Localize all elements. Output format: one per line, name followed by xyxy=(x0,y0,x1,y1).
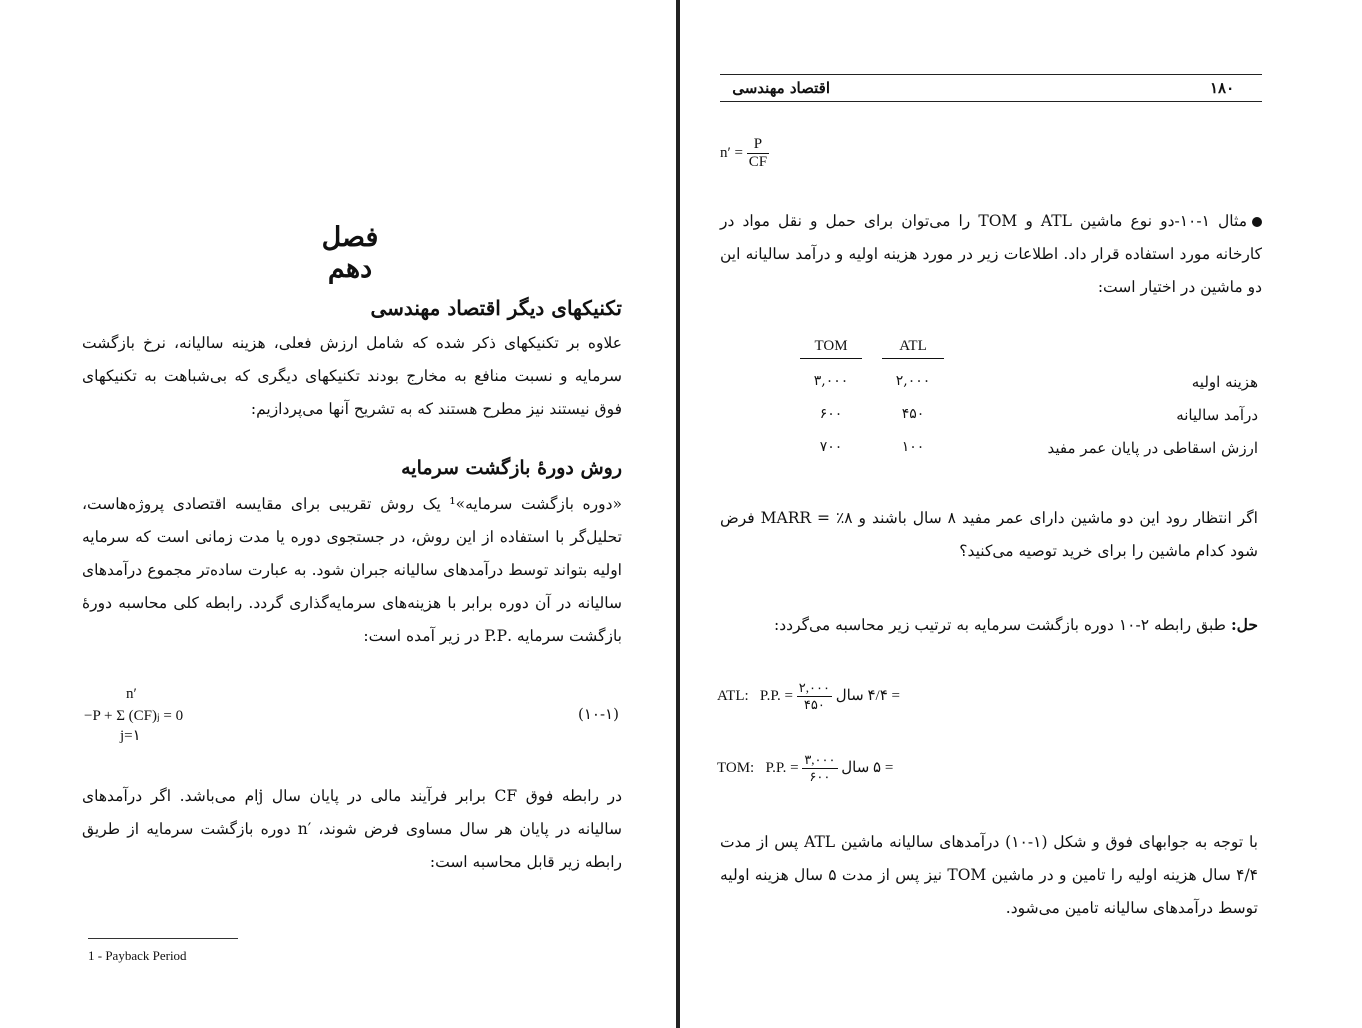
atl-calculation xyxy=(717,680,900,713)
question-paragraph: اگر انتظار رود این دو ماشین دارای عمر مفید ۸ سال باشند و MARR = ٪۸ فرض شود کدام ماشین را برای خرید توصیه می‌کنید؟ xyxy=(720,509,1258,560)
formula-fraction xyxy=(747,136,769,171)
row-label-salvage: ارزش اسقاطی در پایان عمر مفید xyxy=(1047,439,1258,457)
tom-fraction xyxy=(802,752,837,785)
solution-paragraph xyxy=(720,608,1258,642)
intro-paragraph: علاوه بر تکنیکهای ذکر شده که شامل ارزش فعلی، هزینه سالیانه، نرخ بازگشت سرمایه و نسبت منافع به مخارج بودند تکنیکهای دیگری که بی‌شباهت به تکنیکهای فوق نیستند نیز مطرح هستند که به تشریح آنها می‌پردازیم: xyxy=(82,334,622,418)
running-head: اقتصاد مهندسی xyxy=(732,79,830,97)
solution-label: حل: xyxy=(1230,615,1258,634)
atl-denominator: ۴۵۰ xyxy=(803,697,825,712)
formula-lhs: n′ = xyxy=(720,144,743,161)
atl-result: = ۴/۴ سال xyxy=(835,687,900,704)
formula-numerator: P xyxy=(747,136,769,154)
atl-pp: P.P. = xyxy=(759,687,793,704)
header-rule-top xyxy=(720,74,1262,75)
tom-numerator: ۳,۰۰۰ xyxy=(804,752,836,767)
payback-paragraph: «دوره بازگشت سرمایه»¹ یک روش تقریبی برای مقایسه اقتصادی پروژه‌هاست، تحلیل‌گر با استفاده از این روش، در جستجوی دوره یا مدت زمانی است که سرمایه اولیه بتواند توسط درآمدهای سالیانه جبران شود. به عبارت ساده‌تر مجموع درآمدهای سالیانه در آن دوره برابر با هزینه‌های سرمایه‌گذاری گردد. رابطه کلی محاسبه دورهٔ بازگشت سرمایه .P.P در زیر آمده است: xyxy=(82,495,623,645)
formula-denominator: CF xyxy=(748,154,768,170)
cell-atl-salvage: ۱۰۰ xyxy=(901,439,925,455)
footnote: 1 - Payback Period xyxy=(88,948,187,963)
left-page xyxy=(0,0,676,1028)
subsection-title: روش دورهٔ بازگشت سرمایه xyxy=(401,457,622,479)
payback-equation xyxy=(84,686,244,746)
row-label-income: درآمد سالیانه xyxy=(1176,406,1258,424)
atl-fraction xyxy=(797,680,832,713)
footnote-rule xyxy=(88,938,238,939)
tom-pp: P.P. = xyxy=(765,759,799,776)
header-rule-bottom xyxy=(720,101,1262,102)
after-equation-paragraph: در رابطه فوق CF برابر فرآیند مالی در پایان سال j‌ام می‌باشد. اگر درآمدهای سالیانه در پایان هر سال مساوی فرض شوند، ′n دوره بازگشت سرمایه از طریق رابطه زیر قابل محاسبه است: xyxy=(82,787,622,871)
chapter-title: فصل دهم xyxy=(321,222,379,284)
cell-tom-salvage: ۷۰۰ xyxy=(819,439,843,455)
row-label-initial: هزینه اولیه xyxy=(1191,373,1258,391)
example-paragraph xyxy=(720,205,1262,304)
cell-tom-initial: ۳,۰۰۰ xyxy=(813,373,849,389)
header-atl: ATL xyxy=(882,338,944,359)
right-page xyxy=(680,0,1362,1028)
example-text: مثال ۱-۱۰-دو نوع ماشین ATL و TOM را می‌توان برای حمل و نقل مواد در کارخانه مورد استفاده قرار داد. اطلاعات زیر در مورد هزینه اولیه و درآمد سالیانه این دو ماشین در اختیار است: xyxy=(720,212,1262,296)
solution-text: طبق رابطه ۲-۱۰ دوره بازگشت سرمایه به ترتیب زیر محاسبه می‌گردد: xyxy=(774,616,1227,634)
sum-lower-limit: j=۱ xyxy=(120,728,141,744)
bullet-icon xyxy=(1252,217,1262,227)
conclusion-paragraph: با توجه به جوابهای فوق و شکل (۱-۱۰) درآمدهای سالیانه ماشین ATL پس از مدت ۴/۴ سال هزینه اولیه را تامین و در ماشین TOM نیز پس از مدت ۵ سال هزینه اولیه توسط درآمدهای سالیانه تامین می‌شود. xyxy=(720,833,1258,917)
tom-denominator: ۶۰۰ xyxy=(809,769,831,784)
sum-upper-limit: n′ xyxy=(126,686,137,702)
tom-calculation xyxy=(717,752,893,785)
header-tom: TOM xyxy=(800,338,862,359)
equation-body: −P + Σ (CF)ⱼ = 0 xyxy=(84,708,184,724)
cell-tom-income: ۶۰۰ xyxy=(819,406,843,422)
section-title: تکنیکهای دیگر اقتصاد مهندسی xyxy=(370,296,622,320)
tom-result: = ۵ سال xyxy=(841,759,894,776)
payback-formula xyxy=(720,136,769,171)
cell-atl-initial: ۲,۰۰۰ xyxy=(895,373,931,389)
tom-label: TOM: xyxy=(717,759,755,776)
atl-numerator: ۲,۰۰۰ xyxy=(798,680,830,695)
atl-label: ATL: xyxy=(717,687,749,704)
cell-atl-income: ۴۵۰ xyxy=(901,406,925,422)
equation-number: (۱۰-۱) xyxy=(578,705,619,723)
machine-data-table xyxy=(798,338,1268,478)
page-number: ۱۸۰ xyxy=(1210,79,1235,97)
